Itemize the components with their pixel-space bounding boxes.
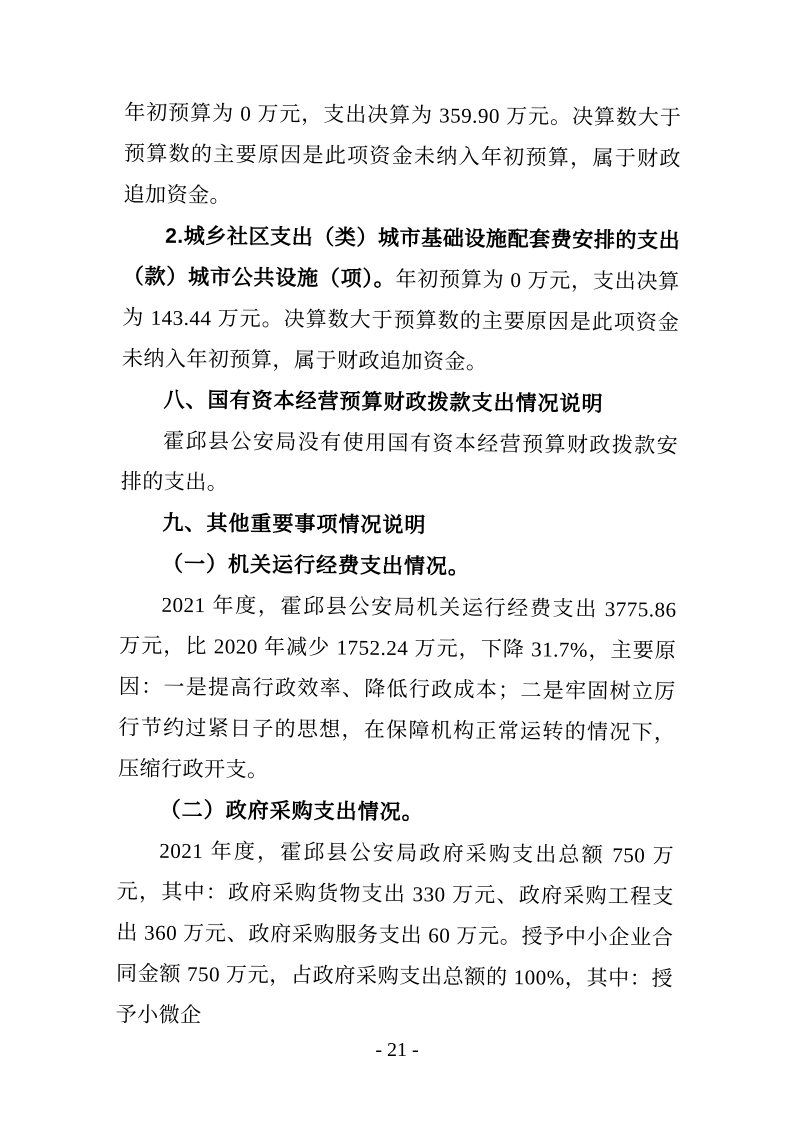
page-number: - 21 - <box>375 1039 419 1061</box>
item2-body: 年初预算为 0 万元，支出决算为 143.44 万元。决算数大于预算数的主要原因是此项资金未纳入年初预算，属于财政追加资金。 <box>121 266 680 374</box>
document-content <box>115 92 681 1040</box>
item2-title: 2.城乡社区支出（类）城市基础设施配套费安排的支出（款）城市公共设施（项）。 <box>122 224 681 291</box>
paragraph-9-1: 2021 年度，霍邱县公安局机关运行经费支出 3775.86 万元，比 2020 年减少 1752.24 万元，下降 31.7%，主要原因：一是提高行政效率、降低行政成本；二是牢固树立厉行节约过紧日子的思想，在保障机构正常运转的情况下，压缩行政开支。 <box>117 592 677 782</box>
section-heading-8: 八、国有资本经营预算财政拨款支出情况说明 <box>163 388 604 416</box>
paragraph-section8: 霍邱县公安局没有使用国有资本经营预算财政拨款安排的支出。 <box>120 428 679 495</box>
paragraph-9-2: 2021 年度，霍邱县公安局政府采购支出总额 750 万元，其中：政府采购货物支出 330 万元、政府采购工程支出 360 万元、政府采购服务支出 60 万元。授予中小企业合同金额 750 万元，占政府采购支出总额的 100%，其中：授予小微企 <box>115 838 675 1028</box>
section-heading-9: 九、其他重要事项情况说明 <box>162 511 427 538</box>
paragraph-item2 <box>122 215 681 384</box>
subsection-heading-9-2: （二）政府采购支出情况。 <box>159 798 424 825</box>
subsection-heading-9-1: （一）机关运行经费支出情况。 <box>161 552 471 579</box>
paragraph-continuation: 年初预算为 0 万元，支出决算为 359.90 万元。决算数大于预算数的主要原因是此项资金未纳入年初预算，属于财政追加资金。 <box>123 100 682 208</box>
